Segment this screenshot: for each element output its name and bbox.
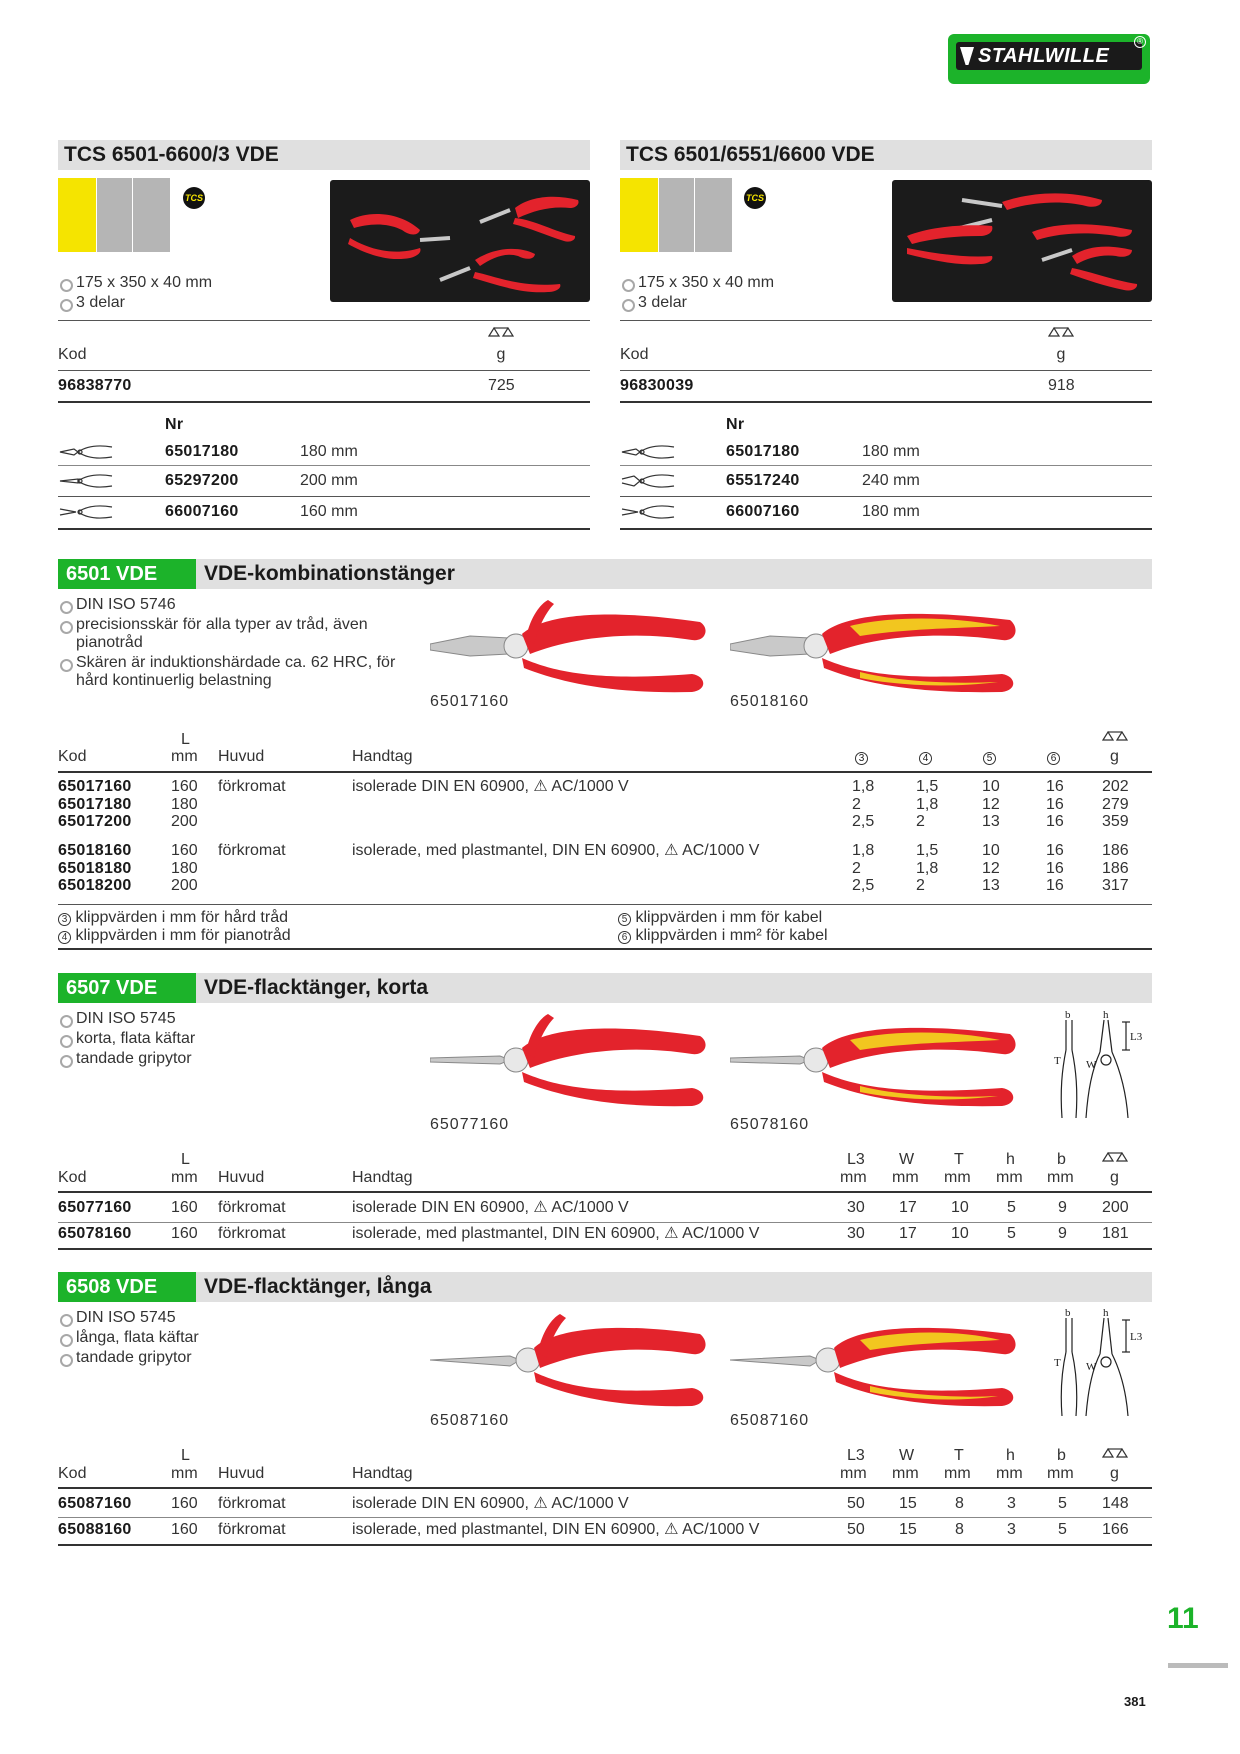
s6501-title: VDE-kombinationstänger bbox=[204, 562, 455, 585]
row-handtag: isolerade, med plastmantel, DIN EN 60900, ⚠ AC/1000 V bbox=[352, 1521, 760, 1538]
row-l3: 30 bbox=[847, 1199, 865, 1216]
row-b: 9 bbox=[1058, 1199, 1067, 1216]
image-label: 65078160 bbox=[730, 1116, 810, 1133]
scale-icon bbox=[1102, 730, 1128, 744]
col-handtag: Handtag bbox=[352, 748, 413, 765]
col-l-label: L bbox=[181, 1447, 190, 1464]
group1-lengths: 160 180 200 bbox=[171, 778, 198, 830]
set1-color-swatches bbox=[58, 178, 170, 252]
col-unit: mm bbox=[892, 1465, 919, 1482]
item-nr: 65517240 bbox=[726, 472, 800, 489]
divider bbox=[620, 401, 1152, 403]
row-huvud: förkromat bbox=[218, 1225, 286, 1242]
item-size: 160 mm bbox=[300, 503, 358, 520]
s6501-tag: 6501 VDE bbox=[58, 559, 196, 589]
row-huvud: förkromat bbox=[218, 1495, 286, 1512]
divider bbox=[58, 771, 1152, 773]
row-b: 5 bbox=[1058, 1495, 1067, 1512]
row-t: 10 bbox=[951, 1199, 969, 1216]
group2-weights: 186 186 317 bbox=[1102, 842, 1129, 894]
divider bbox=[620, 496, 1152, 497]
col-g: g bbox=[1110, 1169, 1119, 1186]
row-w: 17 bbox=[899, 1225, 917, 1242]
row-handtag: isolerade, med plastmantel, DIN EN 60900, ⚠ AC/1000 V bbox=[352, 1225, 760, 1242]
col-handtag: Handtag bbox=[352, 1169, 413, 1186]
grey-swatch bbox=[695, 178, 732, 252]
col-w: W bbox=[899, 1447, 915, 1464]
row-h: 3 bbox=[1007, 1521, 1016, 1538]
bullet-item: precisionsskär för alla typer av tråd, även pianotråd bbox=[58, 616, 418, 652]
brand-name: STAHLWILLE bbox=[956, 42, 1142, 70]
row-handtag: isolerade DIN EN 60900, ⚠ AC/1000 V bbox=[352, 1199, 629, 1216]
divider bbox=[58, 1544, 1152, 1546]
scale-icon bbox=[1102, 1447, 1128, 1461]
bullet-item: 3 delar bbox=[620, 294, 920, 312]
row-handtag: isolerade DIN EN 60900, ⚠ AC/1000 V bbox=[352, 1495, 629, 1512]
divider bbox=[58, 1222, 1152, 1223]
row-code: 65077160 bbox=[58, 1199, 132, 1216]
image-label: 65018160 bbox=[730, 693, 810, 710]
set2-color-swatches bbox=[620, 178, 732, 252]
set1-title: TCS 6501-6600/3 VDE bbox=[64, 143, 279, 166]
dimension-diagram bbox=[1052, 1010, 1144, 1120]
row-g: 148 bbox=[1102, 1495, 1129, 1512]
scale-icon bbox=[488, 326, 514, 340]
set2-tray-image bbox=[892, 180, 1152, 302]
water-pump-pliers-icon bbox=[620, 472, 676, 490]
col-circled-6: 6 bbox=[1047, 748, 1060, 766]
bullet-item: långa, flata käftar bbox=[58, 1329, 378, 1347]
col-unit: mm bbox=[840, 1465, 867, 1482]
bullet-item: tandade gripytor bbox=[58, 1349, 378, 1367]
image-label: 65017160 bbox=[430, 693, 510, 710]
s6507-bullets bbox=[58, 1010, 378, 1068]
item-size: 180 mm bbox=[300, 443, 358, 460]
col-unit: mm bbox=[892, 1169, 919, 1186]
item-size: 240 mm bbox=[862, 472, 920, 489]
s6508-tag: 6508 VDE bbox=[58, 1272, 196, 1302]
col-kod: Kod bbox=[58, 748, 87, 765]
registered-mark: ® bbox=[1134, 36, 1146, 48]
group1-huvud: förkromat bbox=[218, 778, 286, 795]
row-t: 10 bbox=[951, 1225, 969, 1242]
chapter-tab-bar bbox=[1168, 1663, 1228, 1668]
group2-handtag: isolerade, med plastmantel, DIN EN 60900, ⚠ AC/1000 V bbox=[352, 842, 760, 859]
item-nr: 65017180 bbox=[726, 443, 800, 460]
divider bbox=[58, 1248, 1152, 1250]
group1-c6: 16 16 16 bbox=[1046, 778, 1064, 830]
set2-title: TCS 6501/6551/6600 VDE bbox=[626, 143, 875, 166]
bullet-item: korta, flata käftar bbox=[58, 1030, 378, 1048]
s6501-header bbox=[58, 559, 1152, 589]
row-h: 5 bbox=[1007, 1225, 1016, 1242]
group1-handtag: isolerade DIN EN 60900, ⚠ AC/1000 V bbox=[352, 778, 629, 795]
grey-swatch bbox=[659, 178, 694, 252]
divider bbox=[620, 320, 1152, 321]
divider bbox=[58, 320, 590, 321]
col-w: W bbox=[899, 1151, 915, 1168]
row-w: 15 bbox=[899, 1495, 917, 1512]
row-l3: 50 bbox=[847, 1495, 865, 1512]
col-l-unit: mm bbox=[171, 1169, 198, 1186]
pliers-image-65078160 bbox=[730, 1012, 1020, 1112]
group1-c3: 1,8 2 2,5 bbox=[852, 778, 875, 830]
weight-unit: g bbox=[1056, 346, 1066, 363]
row-l: 160 bbox=[171, 1225, 198, 1242]
col-unit: mm bbox=[1047, 1169, 1074, 1186]
scale-icon bbox=[1048, 326, 1074, 340]
group2-c6: 16 16 16 bbox=[1046, 842, 1064, 894]
dim-l3: L3 bbox=[1130, 1331, 1143, 1343]
dim-b: b bbox=[1065, 1010, 1071, 1021]
dim-w: W bbox=[1086, 1059, 1097, 1071]
divider bbox=[58, 465, 590, 466]
group1-c5: 10 12 13 bbox=[982, 778, 1000, 830]
col-t: T bbox=[954, 1447, 964, 1464]
col-unit: mm bbox=[1047, 1465, 1074, 1482]
col-unit: mm bbox=[996, 1169, 1023, 1186]
row-l: 160 bbox=[171, 1521, 198, 1538]
dim-t: T bbox=[1054, 1055, 1061, 1067]
row-huvud: förkromat bbox=[218, 1521, 286, 1538]
dim-h: h bbox=[1103, 1010, 1109, 1021]
row-l3: 50 bbox=[847, 1521, 865, 1538]
row-w: 17 bbox=[899, 1199, 917, 1216]
row-b: 5 bbox=[1058, 1521, 1067, 1538]
pliers-image-65087160 bbox=[430, 1312, 710, 1412]
set-code: 96838770 bbox=[58, 377, 132, 394]
note-6: 6 klippvärden i mm² för kabel bbox=[618, 927, 828, 945]
divider bbox=[58, 528, 590, 530]
col-l-label: L bbox=[181, 731, 190, 748]
item-nr: 65017180 bbox=[165, 443, 239, 460]
divider bbox=[58, 496, 590, 497]
pliers-image-65088160 bbox=[730, 1312, 1020, 1412]
image-label: 65087160 bbox=[430, 1412, 510, 1429]
group1-codes: 65017160 65017180 65017200 bbox=[58, 778, 132, 830]
yellow-swatch bbox=[58, 178, 96, 252]
page-number: 381 bbox=[1124, 1694, 1146, 1709]
scale-icon bbox=[1102, 1151, 1128, 1165]
yellow-swatch bbox=[620, 178, 658, 252]
bullet-item: DIN ISO 5746 bbox=[58, 596, 418, 614]
kod-label: Kod bbox=[58, 346, 87, 363]
set-weight: 725 bbox=[488, 377, 515, 394]
bullet-item: 3 delar bbox=[58, 294, 358, 312]
row-t: 8 bbox=[955, 1495, 964, 1512]
kod-label: Kod bbox=[620, 346, 649, 363]
dim-b: b bbox=[1065, 1308, 1071, 1319]
col-l-unit: mm bbox=[171, 748, 198, 765]
col-l-label: L bbox=[181, 1151, 190, 1168]
note-4: 4 klippvärden i mm för pianotråd bbox=[58, 927, 291, 945]
brand-logo bbox=[948, 34, 1150, 84]
note-3: 3 klippvärden i mm för hård tråd bbox=[58, 909, 288, 927]
group2-c3: 1,8 2 2,5 bbox=[852, 842, 875, 894]
s6507-tag: 6507 VDE bbox=[58, 973, 196, 1003]
item-nr: 65297200 bbox=[165, 472, 239, 489]
col-huvud: Huvud bbox=[218, 1169, 265, 1186]
item-nr: 66007160 bbox=[726, 503, 800, 520]
col-b: b bbox=[1057, 1447, 1066, 1464]
col-circled-5: 5 bbox=[983, 748, 996, 766]
divider bbox=[620, 370, 1152, 371]
bullet-item: DIN ISO 5745 bbox=[58, 1309, 378, 1327]
row-l: 160 bbox=[171, 1495, 198, 1512]
dimension-diagram bbox=[1052, 1308, 1144, 1418]
set1-tray-image bbox=[330, 180, 590, 302]
row-w: 15 bbox=[899, 1521, 917, 1538]
divider bbox=[620, 465, 1152, 466]
row-l3: 30 bbox=[847, 1225, 865, 1242]
bullet-item: Skären är induktionshärdade ca. 62 HRC, för hård kontinuerlig belastning bbox=[58, 654, 418, 690]
col-handtag: Handtag bbox=[352, 1465, 413, 1482]
image-label: 65077160 bbox=[430, 1116, 510, 1133]
col-g: g bbox=[1110, 748, 1119, 765]
s6508-title: VDE-flacktänger, långa bbox=[204, 1275, 432, 1298]
col-l3: L3 bbox=[847, 1151, 865, 1168]
col-unit: mm bbox=[944, 1465, 971, 1482]
col-kod: Kod bbox=[58, 1465, 87, 1482]
s6507-header bbox=[58, 973, 1152, 1003]
col-h: h bbox=[1006, 1151, 1015, 1168]
group2-c5: 10 12 13 bbox=[982, 842, 1000, 894]
row-h: 5 bbox=[1007, 1199, 1016, 1216]
col-b: b bbox=[1057, 1151, 1066, 1168]
bullet-item: 175 x 350 x 40 mm bbox=[58, 274, 358, 292]
set2-bullets bbox=[620, 274, 920, 312]
col-huvud: Huvud bbox=[218, 1465, 265, 1482]
pliers-image-65077160 bbox=[430, 1012, 710, 1112]
divider bbox=[58, 948, 1152, 950]
nr-label: Nr bbox=[726, 416, 745, 433]
row-b: 9 bbox=[1058, 1225, 1067, 1242]
note-5: 5 klippvärden i mm för kabel bbox=[618, 909, 822, 927]
s6508-header bbox=[58, 1272, 1152, 1302]
group1-c4: 1,5 1,8 2 bbox=[916, 778, 939, 830]
chapter-tab: 11 bbox=[1167, 1602, 1199, 1635]
row-g: 200 bbox=[1102, 1199, 1129, 1216]
s6508-bullets bbox=[58, 1309, 378, 1367]
row-code: 65088160 bbox=[58, 1521, 132, 1538]
divider bbox=[58, 370, 590, 371]
divider bbox=[58, 1487, 1152, 1489]
pliers-image-65017160 bbox=[430, 598, 710, 694]
grey-swatch bbox=[133, 178, 170, 252]
divider bbox=[58, 1517, 1152, 1518]
dim-l3: L3 bbox=[1130, 1031, 1143, 1043]
bullet-item: DIN ISO 5745 bbox=[58, 1010, 378, 1028]
combination-pliers-icon bbox=[620, 443, 676, 461]
grey-swatch bbox=[97, 178, 132, 252]
weight-unit: g bbox=[496, 346, 506, 363]
group2-c4: 1,5 1,8 2 bbox=[916, 842, 939, 894]
col-l-unit: mm bbox=[171, 1465, 198, 1482]
item-size: 180 mm bbox=[862, 443, 920, 460]
cutter-pliers-icon bbox=[58, 472, 114, 490]
group2-codes: 65018160 65018180 65018200 bbox=[58, 842, 132, 894]
col-g: g bbox=[1110, 1465, 1119, 1482]
col-circled-3: 3 bbox=[855, 748, 868, 766]
col-circled-4: 4 bbox=[919, 748, 932, 766]
col-l3: L3 bbox=[847, 1447, 865, 1464]
divider bbox=[58, 401, 590, 403]
combination-pliers-icon bbox=[58, 443, 114, 461]
col-unit: mm bbox=[944, 1169, 971, 1186]
col-h: h bbox=[1006, 1447, 1015, 1464]
bullet-item: tandade gripytor bbox=[58, 1050, 378, 1068]
set2-header bbox=[620, 140, 1152, 170]
group2-lengths: 160 180 200 bbox=[171, 842, 198, 894]
row-huvud: förkromat bbox=[218, 1199, 286, 1216]
s6501-bullets bbox=[58, 596, 418, 690]
long-nose-pliers-icon bbox=[58, 503, 114, 521]
item-nr: 66007160 bbox=[165, 503, 239, 520]
item-size: 180 mm bbox=[862, 503, 920, 520]
tcs-badge-icon: TCS bbox=[183, 187, 205, 209]
set1-bullets bbox=[58, 274, 358, 312]
col-unit: mm bbox=[840, 1169, 867, 1186]
row-h: 3 bbox=[1007, 1495, 1016, 1512]
group1-weights: 202 279 359 bbox=[1102, 778, 1129, 830]
row-g: 166 bbox=[1102, 1521, 1129, 1538]
dim-t: T bbox=[1054, 1357, 1061, 1369]
set-code: 96830039 bbox=[620, 377, 694, 394]
set-weight: 918 bbox=[1048, 377, 1075, 394]
divider bbox=[58, 1191, 1152, 1193]
row-code: 65087160 bbox=[58, 1495, 132, 1512]
tcs-badge-icon: TCS bbox=[744, 187, 766, 209]
divider bbox=[620, 528, 1152, 530]
long-nose-pliers-icon bbox=[620, 503, 676, 521]
dim-h: h bbox=[1103, 1308, 1109, 1319]
pliers-image-65018160 bbox=[730, 598, 1020, 694]
row-g: 181 bbox=[1102, 1225, 1129, 1242]
row-t: 8 bbox=[955, 1521, 964, 1538]
group2-huvud: förkromat bbox=[218, 842, 286, 859]
col-t: T bbox=[954, 1151, 964, 1168]
nr-label: Nr bbox=[165, 416, 184, 433]
s6507-title: VDE-flacktänger, korta bbox=[204, 976, 429, 999]
col-kod: Kod bbox=[58, 1169, 87, 1186]
col-huvud: Huvud bbox=[218, 748, 265, 765]
image-label: 65087160 bbox=[730, 1412, 810, 1429]
set1-header bbox=[58, 140, 590, 170]
dim-w: W bbox=[1086, 1361, 1097, 1373]
col-unit: mm bbox=[996, 1465, 1023, 1482]
divider bbox=[58, 904, 1152, 905]
item-size: 200 mm bbox=[300, 472, 358, 489]
row-code: 65078160 bbox=[58, 1225, 132, 1242]
bullet-item: 175 x 350 x 40 mm bbox=[620, 274, 920, 292]
row-l: 160 bbox=[171, 1199, 198, 1216]
